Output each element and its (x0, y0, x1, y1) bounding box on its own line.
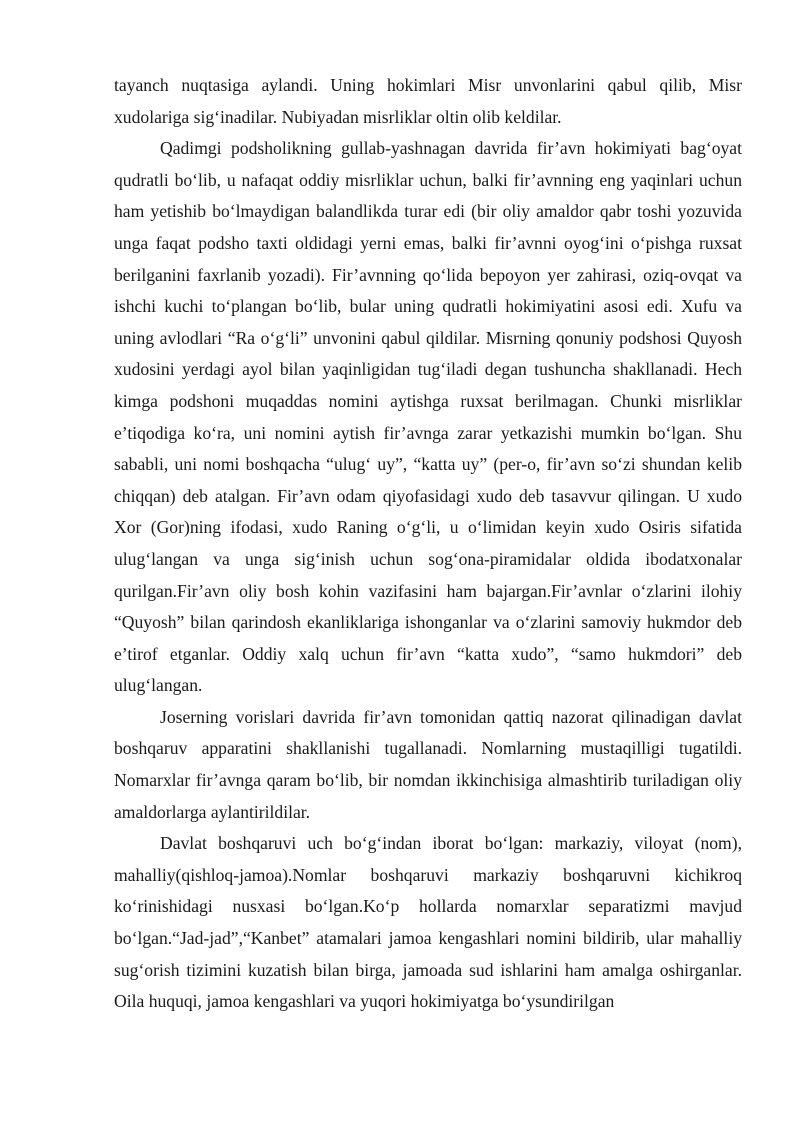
paragraph-administration-levels: Davlat boshqaruvi uch bo‘g‘indan iborat bo‘lgan: markaziy, viloyat (nom), mahalliy(qishloq-jamoa).Nomlar boshqaruvi markaziy boshqaruvni kichikroq ko‘rinishidagi nusxasi bo‘lgan.Ko‘p hollarda nomarxlar separatizmi mavjud bo‘lgan.“Jad-jad”,“Kanbet” atamalari jamoa kengashlari nomini bildirib, ular mahalliy sug‘orish tizimini kuzatish bilan birga, jamoada sud ishlarini ham amalga oshirganlar. Oila huquqi, jamoa kengashlari va yuqori hokimiyatga bo‘ysundirilgan (114, 833, 742, 1012)
paragraph-continuation: tayanch nuqtasiga aylandi. Uning hokimlari Misr unvonlarini qabul qilib, Misr xudolariga sig‘inadilar. Nubiyadan misrliklar oltin olib keldilar. (114, 75, 742, 127)
document-page (114, 70, 742, 1018)
paragraph-pharaoh-power: Qadimgi podsholikning gullab-yashnagan davrida fir’avn hokimiyati bag‘oyat qudratli bo‘lib, u nafaqat oddiy misrliklar uchun, balki fir’avnning eng yaqinlari uchun ham yetishib bo‘lmaydigan balandlikda turar edi (bir oliy amaldor qabr toshi yozuvida unga faqat podsho taxti oldidagi yerni emas, balki fir’avnni oyog‘ini o‘pishga ruxsat berilganini faxrlanib yozadi). Fir’avnning qo‘lida bepoyon yer zahirasi, oziq-ovqat va ishchi kuchi to‘plangan bo‘lib, bular uning qudratli hokimiyatini asosi edi. Xufu va uning avlodlari “Ra o‘g‘li” unvonini qabul qildilar. Misrning qonuniy podshosi Quyosh xudosini yerdagi ayol bilan yaqinligidan tug‘iladi degan tushuncha shakllanadi. Hech kimga podshoni muqaddas nomini aytishga ruxsat berilmagan. Chunki misrliklar e’tiqodiga ko‘ra, uni nomini aytish fir’avnga zarar yetkazishi mumkin bo‘lgan. Shu sababli, uni nomi boshqacha “ulug‘ uy”, “katta uy” (per-o, fir’avn so‘zi shundan kelib chiqqan) deb atalgan. Fir’avn odam qiyofasidagi xudo deb tasavvur qilingan. U xudo Xor (Gor)ning ifodasi, xudo Raning o‘g‘li, u o‘limidan keyin xudo Osiris sifatida ulug‘langan va unga sig‘inish uchun sog‘ona-piramidalar oldida ibodatxonalar qurilgan.Fir’avn oliy bosh kohin vazifasini ham bajargan.Fir’avnlar o‘zlarini ilohiy “Quyosh” bilan qarindosh ekanliklariga ishonganlar va o‘zlarini samoviy hukmdor deb e’tirof etganlar. Oddiy xalq uchun fir’avn “katta xudo”, “samo hukmdori” deb ulug‘langan. (114, 138, 742, 696)
paragraph-state-apparatus: Joserning vorislari davrida fir’avn tomonidan qattiq nazorat qilinadigan davlat boshqaruv apparatini shakllanishi tugallanadi. Nomlarning mustaqilligi tugatildi. Nomarxlar fir’avnga qaram bo‘lib, bir nomdan ikkinchisiga almashtirib turiladigan oliy amaldorlarga aylantirildilar. (114, 706, 742, 822)
